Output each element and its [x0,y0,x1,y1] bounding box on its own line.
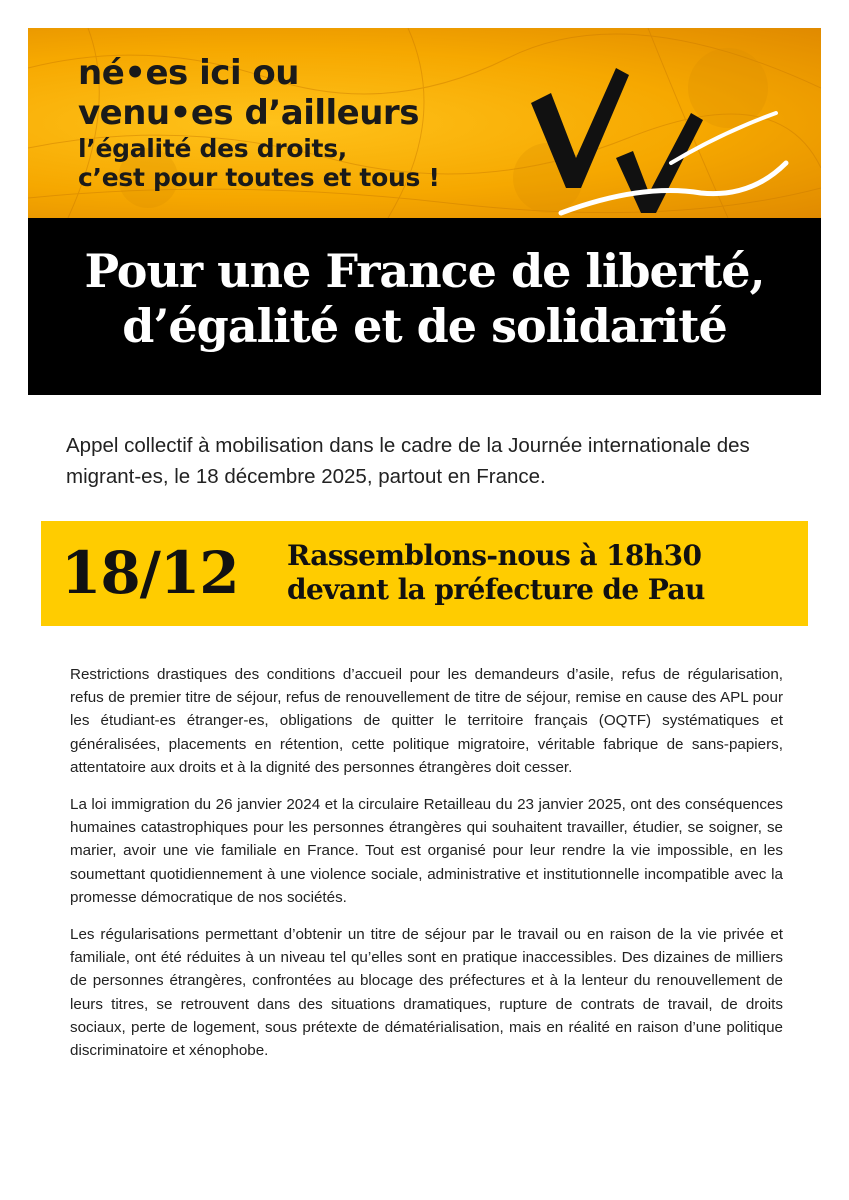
intro-text: Appel collectif à mobilisation dans le cadre de la Journée internationale des migrant-es, le 18 décembre 2025, partout en France. [66,434,750,488]
header-banner [28,28,821,218]
main-title-block [28,218,821,395]
title-line-1: Pour une France de liberté, [84,244,765,298]
paragraph-3: Les régularisations permettant d’obtenir un titre de séjour par le travail ou en raison de la vie privée et familiale, ont été réduites à un niveau tel qu’elles sont en pratique inaccessibles. Des dizaines de milliers de personnes étrangères, confrontées au blocage des préfectures et à la lenteur du renouvellement de leurs titres, se retrouvent dans des situations dramatiques, rupture de contrats de travail, de droits sociaux, perte de logement, sous prétexte de dématérialisation, mais en réalité en raison d’une politique discriminatoire et xénophobe. [70,926,783,1060]
slogan-line-2: venu•es d’ailleurs [78,93,419,133]
event-callout [41,521,808,626]
paragraph-1: Restrictions drastiques des conditions d’accueil pour les demandeurs d’asile, refus de régularisation, refus de premier titre de séjour, refus de renouvellement de titre de séjour, remise en cause des APL pour les étudiant-es étranger-es, obligations de quitter le territoire français (OQTF) systématiques et généralisées, placements en rétention, cette politique migratoire, véritable fabrique de sans-papiers, attentatoire aux droits et à la dignité des personnes étrangères doit cesser. [70,666,783,776]
slogan-line-4: c’est pour toutes et tous ! [78,163,440,192]
event-line-2: devant la préfecture de Pau [287,573,705,606]
check-marks-icon [521,63,791,218]
event-details [287,539,705,607]
title-line-2: d’égalité et de solidarité [122,299,727,354]
slogan-line-1: né•es ici ou [78,53,299,93]
banner-slogan [78,53,440,192]
slogan-line-3: l’égalité des droits, [78,134,347,163]
event-date: 18/12 [61,539,239,607]
body-text [70,663,783,1076]
paragraph-2: La loi immigration du 26 janvier 2024 et la circulaire Retailleau du 23 janvier 2025, ont des conséquences humaines catastrophiques pour les personnes étrangères qui souhaitent travailler, étudier, se soigner, se marier, avoir une vie familiale en France. Tout est organisé pour leur rendre la vie impossible, en les soumettant quotidiennement à une violence sociale, administrative et institutionnelle incompatible avec la promesse démocratique de nos sociétés. [70,796,783,906]
event-line-1: Rassemblons-nous à 18h30 [287,539,702,572]
